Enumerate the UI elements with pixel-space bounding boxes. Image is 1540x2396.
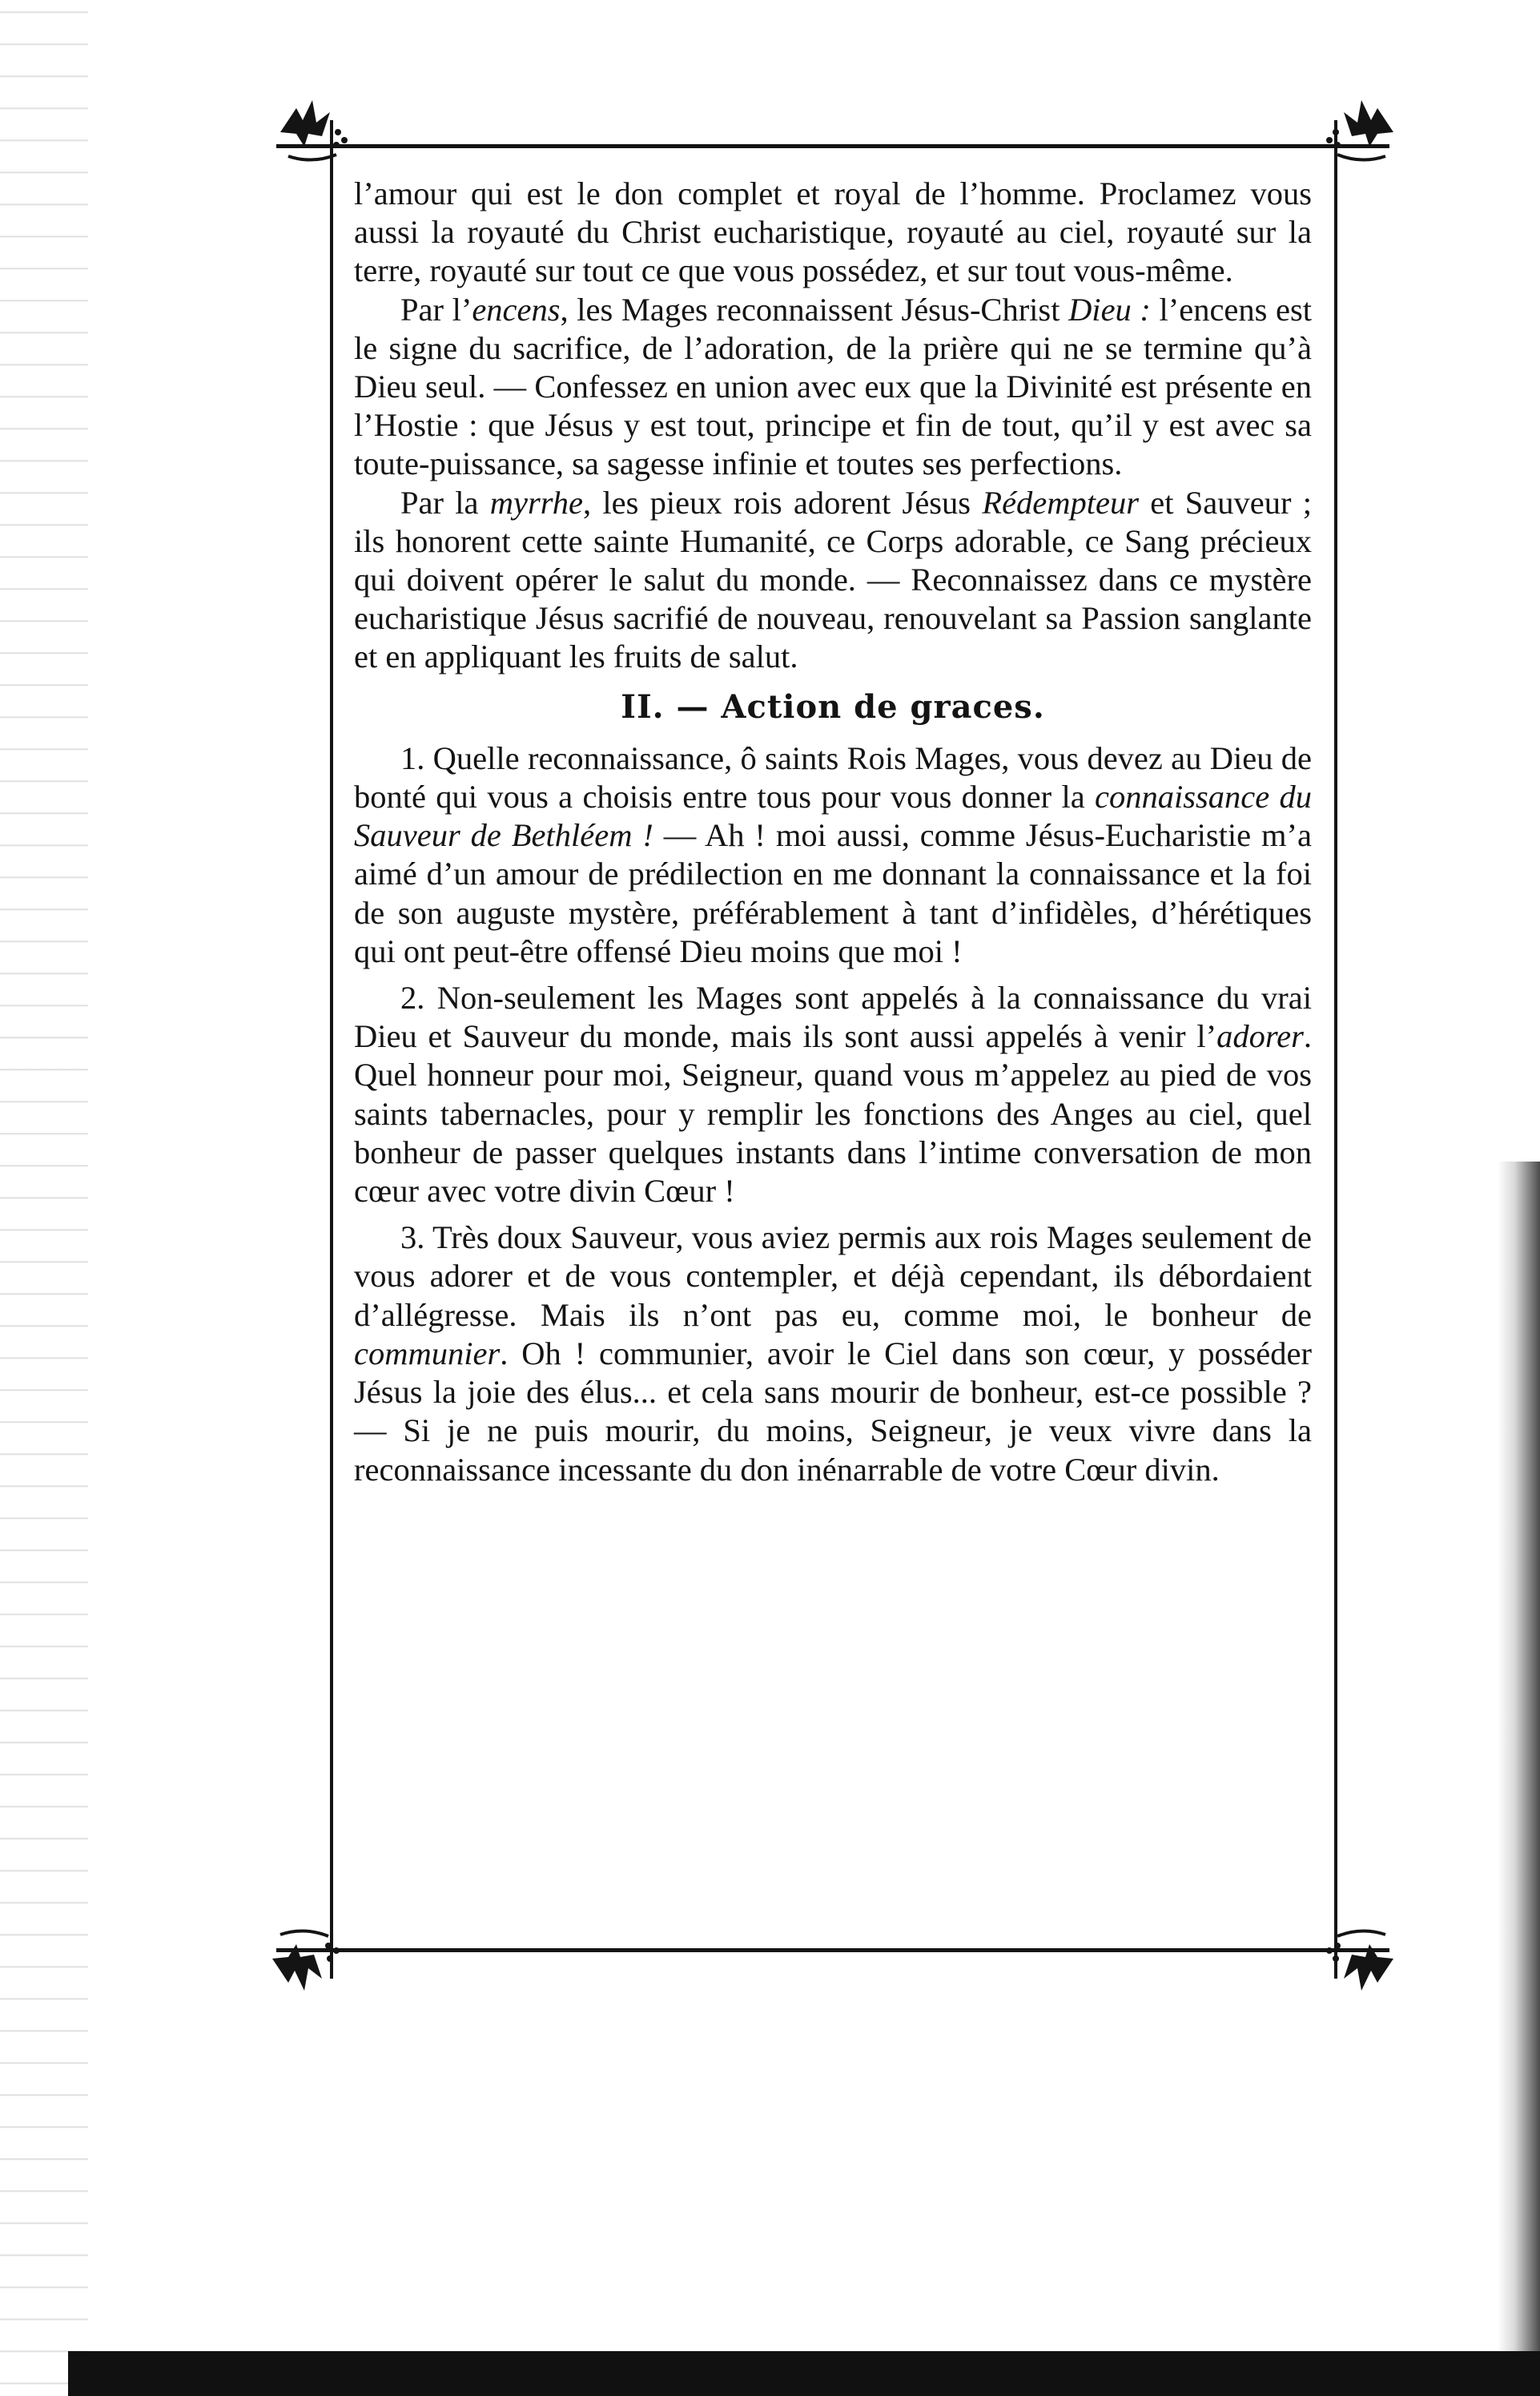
text-run: 3. Très doux Sauveur, vous aviez permis aux rois Mages seulement de vous adorer et de vous contempler, et déjà cependant, ils débordaient d’allégresse. Mais ils n’ont pas eu, comme moi, le bonheur de [354,1219,1312,1333]
frame-right-rule [1334,120,1337,1979]
italic-text: adorer [1216,1018,1304,1055]
scan-bottom-bar [68,2351,1540,2396]
text-run: l’encens est le signe du sacrifice, de l’adoration, de la prière qui ne se termine qu’à Dieu seul. — Confessez en union avec eux que la Divinité est présente en l’Hostie : que Jésus y est tout, principe et fin de tout, qu’il y est avec sa toute-puissance, sa sagesse infinie et toutes ses perfections. [354,291,1313,482]
leaf-ornament-icon [1313,1927,1401,2015]
italic-text: myrrhe [489,484,583,521]
scan-edge-left [0,0,88,2396]
text-run: et Sauveur ; ils honorent cette sainte Humanité, ce Corps adorable, ce Sang précieux qui doivent opérer le salut du monde. — Reconnaissez dans ce mystère eucharistique Jésus sacrifié de nouveau, renouvelant sa Passion sanglante et en appliquant les fruits de salut. [354,484,1312,675]
text-run: l’amour qui est le don complet et royal de l’homme. Proclamez vous aussi la royauté du Christ eucharistique, royauté au ciel, royauté sur la terre, royauté sur tout ce que vous possédez, et sur tout vous-même. [354,175,1312,289]
text-run: . Oh ! communier, avoir le Ciel dans son cœur, y posséder Jésus la joie des élus... et cela sans mourir de bonheur, est-ce possible ? — Si je ne puis mourir, du moins, Seigneur, je veux vivre dans la reconnaissance incessante du don inénarrable de votre Cœur divin. [354,1335,1312,1488]
text-run: Par la [400,484,490,521]
paragraph [354,1218,1312,1488]
frame-top-rule [276,144,1389,148]
leaf-ornament-icon [264,1927,352,2015]
italic-text: Dieu : [1068,291,1151,328]
leaf-ornament-icon [1313,76,1401,164]
text-run: . Quel honneur pour moi, Seigneur, quand vous m’appelez au pied de vos saints tabernacles, pour y remplir les fonctions des Anges au ciel, quel bonheur de passer quelques instants dans l’intime conversation de mon cœur avec votre divin Cœur ! [354,1018,1312,1210]
text-run: , les pieux rois adorent Jésus [582,484,983,521]
text-run: — Ah ! moi aussi, comme Jésus-Eucharistie m’a aimé d’un amour de prédilection en me donnant la connaissance et la foi de son auguste mystère, préférablement à tant d’infidèles, d’hérétiques qui ont peut-être offensé Dieu moins que moi ! [354,817,1312,969]
paragraph [354,291,1312,484]
text-run: 2. Non-seulement les Mages sont appelés à la connaissance du vrai Dieu et Sauveur du monde, mais ils sont aussi appelés à venir l’ [354,980,1312,1055]
paragraph [354,979,1312,1210]
leaf-ornament-icon [272,76,360,164]
italic-text: communier [354,1335,501,1371]
italic-text: encens [472,291,561,328]
frame-bottom-rule [276,1948,1389,1952]
frame-left-rule [330,120,333,1979]
paragraph [354,739,1312,971]
text-run: Par l’ [400,291,472,328]
text-run: 1. Quelle reconnaissance, ô saints Rois Mages, vous devez au Dieu de bonté qui vous a choisis entre tous pour vous donner la [354,739,1312,815]
italic-text: Rédempteur [982,484,1140,521]
section-one-paragraphs [354,175,1312,677]
italic-text: connaissance du Sauveur de Bethléem ! [354,779,1312,854]
body-text [354,175,1312,1489]
section-two-paragraphs [354,739,1312,1489]
text-run: , les Mages reconnaissent Jésus-Christ [560,291,1069,328]
scan-edge-right [1498,1162,1540,2396]
paragraph [354,484,1312,677]
paragraph [354,175,1312,291]
section-heading: II. — Action de graces. [621,687,1045,726]
